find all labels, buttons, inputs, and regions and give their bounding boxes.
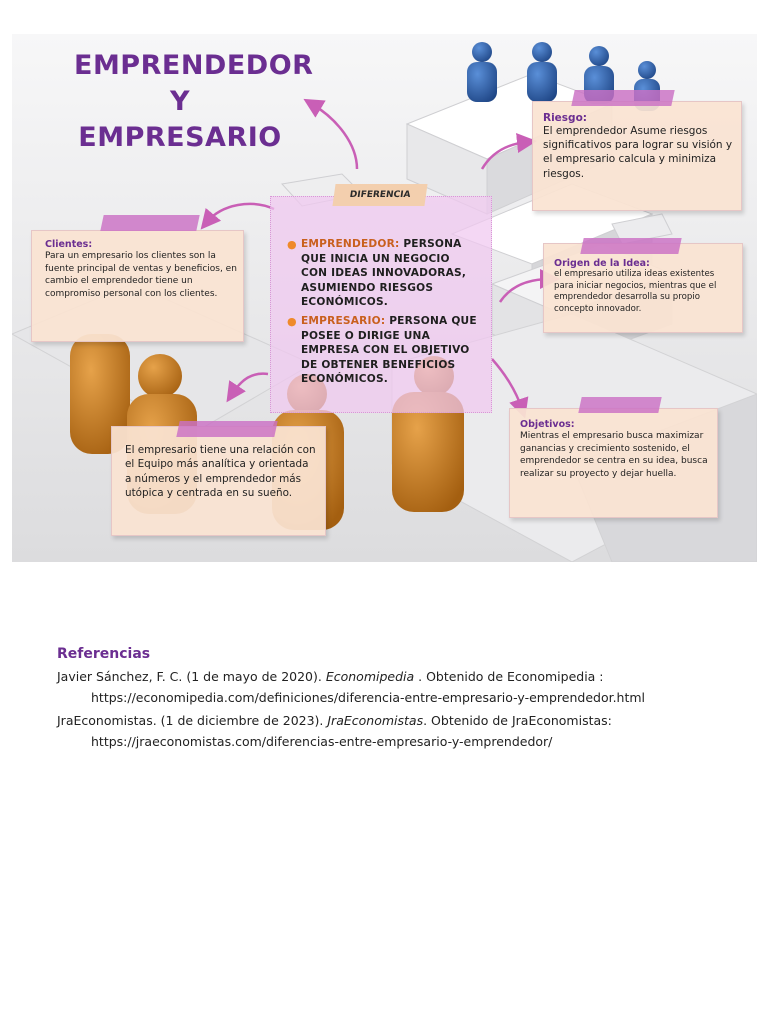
infographic-title-line2: Y: [169, 86, 191, 117]
note-tape: [100, 215, 199, 231]
reference-tail: . Obtenido de Economipedia :: [414, 669, 604, 684]
reference-item: [57, 710, 747, 752]
reference-authors: Javier Sánchez, F. C. (1 de mayo de 2020).: [57, 669, 326, 684]
bullet-icon: ●: [287, 314, 297, 328]
difference-item-emprendedor: [271, 237, 479, 310]
note-tape: [580, 238, 681, 254]
reference-url[interactable]: https://jraeconomistas.com/diferencias-entre-empresario-y-emprendedor/: [91, 734, 553, 749]
references-section: [57, 646, 747, 754]
reference-authors: JraEconomistas. (1 de diciembre de 2023).: [57, 713, 328, 728]
note-tape: [571, 90, 674, 106]
reference-url[interactable]: https://economipedia.com/definiciones/diferencia-entre-empresario-y-emprendedor.html: [91, 690, 646, 705]
difference-text: PERSONA QUE INICIA UN NEGOCIO CON IDEAS INNOVADORAS, ASUMIENDO RIESGOS ECONÓMICOS.: [301, 238, 467, 309]
note-text: El empresario tiene una relación con el Equipo más analítica y orientada a números y el emprendedor más utópica y centrada en su sueño.: [125, 444, 316, 500]
note-text: Mientras el empresario busca maximizar ganancias y crecimiento sostenido, el emprendedor se centra en su idea, busca realizar su proyecto y dejar huella.: [520, 431, 708, 479]
reference-item: [57, 666, 747, 708]
note-text: el empresario utiliza ideas existentes para iniciar negocios, mientras que el emprendedor desarrolla su propio concepto innovador.: [554, 269, 717, 314]
note-clientes: [31, 230, 244, 342]
difference-term: EMPRESARIO:: [301, 314, 386, 327]
difference-term: EMPRENDEDOR:: [301, 238, 400, 250]
infographic: [12, 34, 757, 562]
note-equipo: [111, 426, 326, 536]
note-heading: Clientes:: [45, 239, 93, 250]
note-heading: Riesgo:: [543, 112, 587, 124]
note-origen-idea: [543, 243, 743, 333]
infographic-title-line3: EMPRESARIO: [78, 122, 282, 153]
references-heading: Referencias: [57, 646, 151, 662]
reference-source: JraEconomistas: [327, 713, 424, 728]
note-heading: Origen de la Idea:: [554, 258, 650, 269]
reference-tail: . Obtenido de JraEconomistas:: [423, 713, 612, 728]
note-text: El emprendedor Asume riesgos significativos para lograr su visión y el empresario calcula y minimiza riesgos.: [543, 125, 733, 180]
difference-text: PERSONA QUE POSEE O DIRIGE UNA EMPRESA CON EL OBJETIVO DE OBTENER BENEFICIOS ECONÓMICOS.: [301, 314, 477, 386]
difference-item-empresario: [271, 314, 479, 387]
note-tape: [176, 421, 277, 437]
note-text: Para un empresario los clientes son la fuente principal de ventas y beneficios, en cambio el emprendedor tiene un compromiso personal con los clientes.: [45, 251, 237, 299]
bullet-icon: ●: [287, 238, 297, 251]
note-tape: [578, 397, 661, 413]
difference-box: [270, 196, 492, 413]
note-objetivos: [509, 408, 718, 518]
reference-source: Economipedia: [325, 669, 415, 684]
difference-label: DIFERENCIA: [332, 184, 427, 206]
infographic-title-line1: EMPRENDEDOR: [74, 50, 314, 81]
note-heading: Objetivos:: [520, 419, 575, 430]
note-riesgo: [532, 101, 742, 211]
